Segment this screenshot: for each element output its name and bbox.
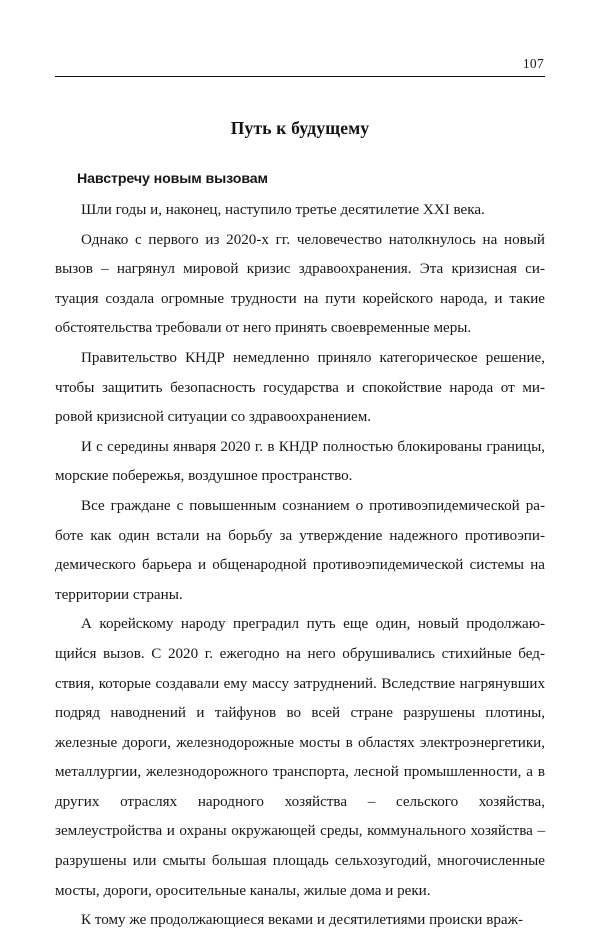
body-paragraph: И с середины января 2020 г. в КНДР полностью блокированы границы, морские побережья, воздушное пространство. bbox=[55, 438, 545, 485]
body-paragraph: Однако с первого из 2020-х гг. человечество натолкнулось на новый вызов – нагрянул мировой кризис здравоохранения. Эта кризисная ситуация создала огромные трудности на пути корейского народа, и такие обстоятельства требовали от него принять своевременные меры. bbox=[55, 231, 545, 337]
chapter-title: Путь к будущему bbox=[230, 118, 370, 138]
section-heading: Навстречу новым вызовам bbox=[77, 171, 268, 187]
body-paragraph: Правительство КНДР немедленно приняло категорическое решение, чтобы защитить безопасность государства и спокойствие народа от мировой кризисной ситуации со здравоохранением. bbox=[55, 349, 545, 426]
page-body bbox=[55, 104, 545, 936]
body-paragraph: А корейскому народу преградил путь еще один, новый продолжающийся вызов. С 2020 г. ежегодно на него обрушивались стихийные бедствия, которые создавали ему массу затруднений. Вследствие нагрянувших подряд наводнений и тайфунов во всей стране разрушены плотины, железные дороги, железнодорожные мосты в областях электроэнергетики, металлургии, железнодорожного транспорта, лесной промышленности, а в других отраслях народного хозяйства – сельского хозяйства, землеустройства и охраны окружающей среды, коммунального хозяйства – разрушены или смыты большая площадь сельхозугодий, многочисленные мосты, дороги, оросительные каналы, жилые дома и реки. bbox=[55, 616, 545, 899]
body-paragraph-continued: К тому же продолжающиеся веками и десятилетиями происки враж- bbox=[81, 912, 524, 929]
header-divider bbox=[55, 76, 545, 77]
body-paragraph: Все граждане с повышенным сознанием о противоэпидемической работе как один встали на борьбу за утверждение надежного противоэпидемического барьера и общенародной противоэпидемической системы на территории страны. bbox=[55, 497, 545, 603]
page-number: 107 bbox=[522, 56, 544, 71]
page-header bbox=[55, 56, 545, 77]
body-paragraph: Шли годы и, наконец, наступило третье десятилетие XXI века. bbox=[81, 202, 485, 218]
